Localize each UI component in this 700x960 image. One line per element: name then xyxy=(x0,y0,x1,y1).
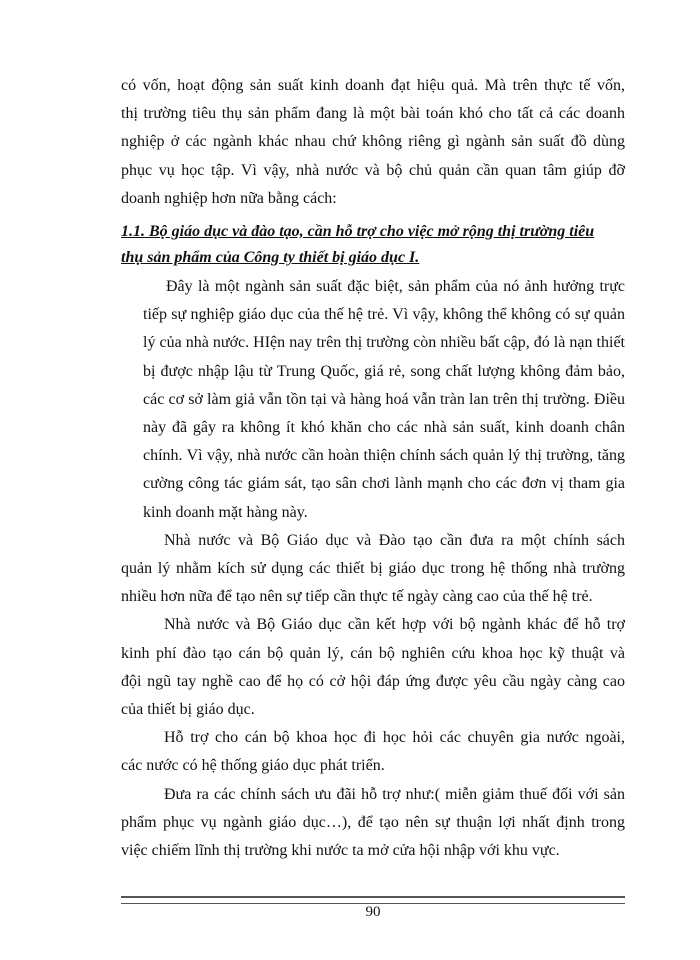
text-line: này đã gây ra không ít khó khăn cho các nhà sản suất, kinh doanh chân xyxy=(143,419,625,437)
text-line: nhiều hơn nữa để tạo nên sự tiếp cần thực tế ngày càng cao của thế hệ trẻ. xyxy=(121,588,593,606)
text-line: các cơ sở làm giả vẫn tồn tại và hàng hoá vẫn tràn lan trên thị trường. Điều xyxy=(143,390,625,408)
text-line: phục vụ học tập. Vì vậy, nhà nước và bộ chủ quản cần quan tâm giúp đỡ xyxy=(121,161,625,179)
text-line: việc chiếm lĩnh thị trường khi nước ta mở cửa hội nhập với khu vực. xyxy=(121,842,560,860)
text-line: doanh nghiệp hơn nữa bằng cách: xyxy=(121,189,337,207)
heading-line: thụ sản phẩm của Công ty thiết bị giáo dục I. xyxy=(121,249,420,267)
text-line: Đưa ra các chính sách ưu đãi hỗ trợ như:( miễn giảm thuế đối với sản xyxy=(164,785,625,803)
text-line: của thiết bị giáo dục. xyxy=(121,701,255,719)
intro-paragraph xyxy=(121,72,625,213)
text-line: thị trường tiêu thụ sản phẩm đang là một bài toán khó cho tất cả các doanh xyxy=(121,105,625,123)
paragraph-4 xyxy=(121,724,625,780)
text-line: Hỗ trợ cho cán bộ khoa học đi học hỏi các chuyên gia nước ngoài, xyxy=(164,729,625,747)
text-line: Nhà nước và Bộ Giáo dục cần kết hợp với bộ ngành khác để hỗ trợ xyxy=(164,616,625,634)
text-line: kinh phí đào tạo cán bộ quản lý, cán bộ nghiên cứu khoa học kỹ thuật và xyxy=(121,644,625,662)
text-line: bị được nhập lậu từ Trung Quốc, giá rẻ, song chất lượng không đảm bảo, xyxy=(143,362,625,380)
page-number: 90 xyxy=(365,904,381,920)
body-text xyxy=(121,72,625,865)
text-line: chính. Vì vậy, nhà nước cần hoàn thiện chính sách quản lý thị trường, tăng xyxy=(143,447,625,465)
text-line: đội ngũ tay nghề cao để họ có cở hội đáp ứng được yêu cầu ngày càng cao xyxy=(121,672,625,690)
text-line: có vốn, hoạt động sản suất kinh doanh đạt hiệu quả. Mà trên thực tế vốn, xyxy=(121,77,625,94)
text-line: quản lý nhằm kích sử dụng các thiết bị giáo dục trong hệ thống nhà trường xyxy=(121,560,625,578)
paragraph-2 xyxy=(121,527,625,612)
section-heading xyxy=(121,219,625,271)
text-line: Đây là một ngành sản suất đặc biệt, sản phẩm của nó ảnh hưởng trực xyxy=(166,278,625,296)
text-line: tiếp sự nghiệp giáo dục của thế hệ trẻ. Vì vậy, không thể không có sự quản xyxy=(143,306,625,324)
heading-line: 1.1. Bộ giáo dục và đào tạo, cần hỗ trợ cho việc mở rộng thị trường tiêu xyxy=(121,223,595,241)
text-line: kinh doanh mặt hàng này. xyxy=(143,503,308,521)
text-line: cường công tác giám sát, tạo sân chơi lành mạnh cho các đơn vị tham gia xyxy=(143,475,625,493)
text-line: Nhà nước và Bộ Giáo dục và Đào tạo cần đưa ra một chính sách xyxy=(164,531,625,549)
text-line: lý của nhà nước. HIện nay trên thị trường còn nhiều bất cập, đó là nạn thiết xyxy=(143,334,625,352)
paragraph-3 xyxy=(121,611,625,724)
text-line: nghiệp ở các ngành khác nhau chứ không riêng gì ngành sản suất đồ dùng xyxy=(121,133,625,151)
paragraph-1 xyxy=(121,273,625,527)
text-line: các nước có hệ thống giáo dục phát triển. xyxy=(121,757,385,775)
text-line: phẩm phục vụ ngành giáo dục…), để tạo nên sự thuận lợi nhất định trong xyxy=(121,813,625,831)
paragraph-5 xyxy=(121,781,625,866)
